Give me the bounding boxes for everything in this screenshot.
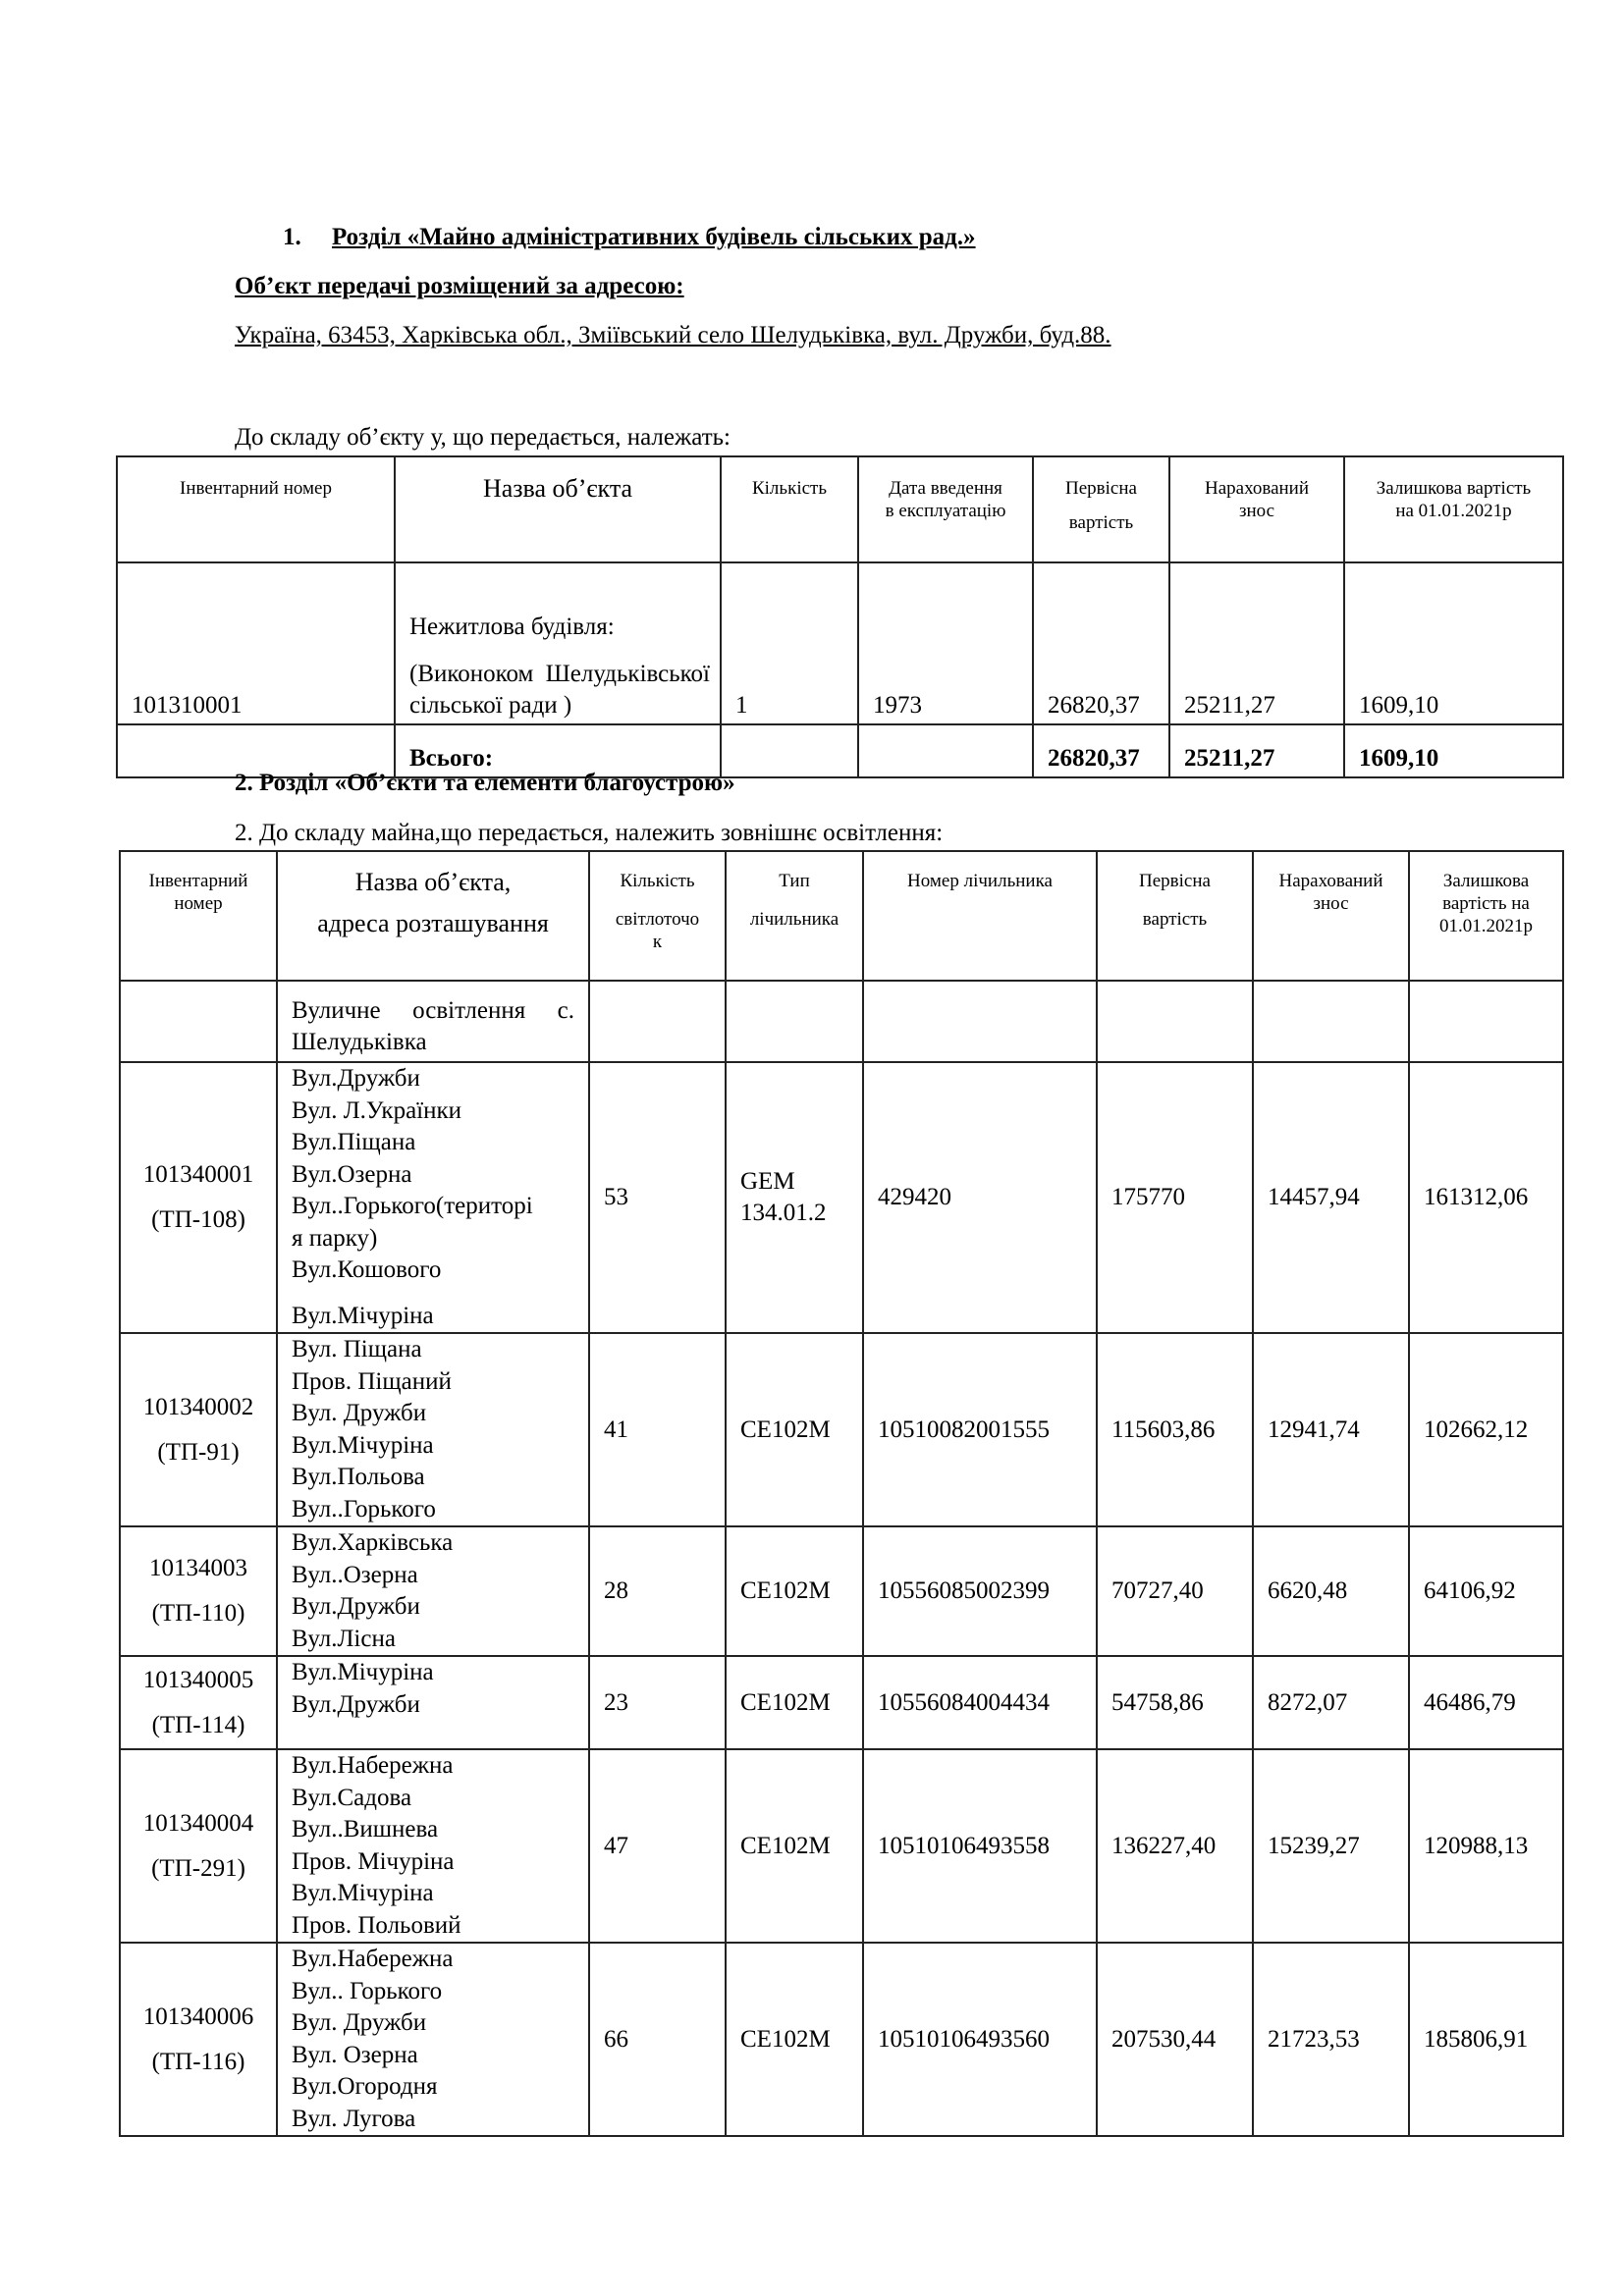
cell-initial-value: 136227,40	[1097, 1749, 1253, 1943]
street-name: Вул.Набережна	[292, 1946, 454, 1972]
inventory-number: 10134003	[149, 1555, 247, 1581]
street-name: Вул..Горького	[292, 1495, 436, 1522]
inventory-number: 101340004	[142, 1809, 254, 1837]
cell-depreciation: 8272,07	[1253, 1656, 1409, 1749]
street-name: Вул.Мічуріна	[292, 1302, 434, 1329]
street-name: Вул. Озерна	[292, 2041, 418, 2068]
street-name: Пров. Польовий	[292, 1911, 461, 1939]
cell-streets	[277, 1749, 589, 1943]
cell-inventory	[120, 1526, 277, 1656]
header-light-points: Кількість світлоточо к	[589, 851, 726, 981]
table-row	[120, 1656, 1563, 1749]
group-row	[120, 981, 1563, 1062]
cell-initial-value: 175770	[1097, 1062, 1253, 1333]
street-name: Вул.Лісна	[292, 1625, 396, 1652]
total-empty-cell	[721, 724, 858, 777]
street-name: я парку)	[292, 1224, 378, 1252]
substation-code: (ТП-116)	[151, 2048, 245, 2075]
total-empty-cell	[858, 724, 1033, 777]
cell-depreciation: 25211,27	[1169, 562, 1344, 724]
cell-residual-value: 161312,06	[1409, 1062, 1563, 1333]
group-title: Вуличне освітлення с. Шелудьківка	[277, 981, 589, 1062]
street-name: Вул. Піщана	[292, 1336, 422, 1362]
street-name: Вул.Дружби	[292, 1690, 420, 1718]
cell-inventory	[120, 1062, 277, 1333]
table-row	[117, 562, 1563, 724]
table-row	[120, 1526, 1563, 1656]
section1-title: Розділ «Майно адміністративних будівель сільських рад.»	[332, 224, 976, 250]
cell-name: Нежитлова будівля: (Виконоком Шелудьківської сільської ради )	[395, 562, 721, 724]
cell-streets	[277, 1062, 589, 1333]
empty-cell	[726, 981, 863, 1062]
cell-initial-value: 207530,44	[1097, 1943, 1253, 2136]
street-name: Вул.Мічуріна	[292, 1431, 434, 1459]
section2-intro: 2. До складу майна,що передається, належить зовнішнє освітлення:	[235, 820, 944, 846]
address-label: Об’єкт передачі розміщений за адресою:	[235, 273, 684, 299]
cell-streets	[277, 1333, 589, 1526]
street-name: Вул.Дружби	[292, 1065, 420, 1092]
substation-code: (ТП-108)	[151, 1206, 245, 1233]
total-label: Всього:	[395, 724, 721, 777]
inventory-number: 101340002	[142, 1393, 254, 1420]
street-name: Вул.Садова	[292, 1784, 412, 1811]
inventory-number: 101340005	[142, 1666, 254, 1693]
cell-initial-value: 26820,37	[1033, 562, 1169, 724]
cell-depreciation: 12941,74	[1253, 1333, 1409, 1526]
cell-inventory	[120, 1749, 277, 1943]
substation-code: (ТП-91)	[157, 1438, 240, 1466]
cell-residual-value: 46486,79	[1409, 1656, 1563, 1749]
cell-initial-value: 54758,86	[1097, 1656, 1253, 1749]
street-name: Вул. Лугова	[292, 2105, 416, 2132]
substation-code: (ТП-110)	[151, 1600, 245, 1627]
cell-meter-number: 10556084004434	[863, 1656, 1097, 1749]
street-name: Вул..Вишнева	[292, 1816, 439, 1842]
cell-light-points: 66	[589, 1943, 726, 2136]
cell-light-points: 53	[589, 1062, 726, 1333]
cell-quantity: 1	[721, 562, 858, 724]
empty-cell	[1409, 981, 1563, 1062]
street-name: Вул. Л.Українки	[292, 1096, 462, 1124]
street-name: Вул.Харківська	[292, 1529, 454, 1556]
inventory-number: 101340001	[142, 1161, 254, 1188]
total-initial-value: 26820,37	[1033, 724, 1169, 777]
header-name: Назва об’єкта	[395, 456, 721, 562]
cell-residual-value: 120988,13	[1409, 1749, 1563, 1943]
cell-depreciation: 14457,94	[1253, 1062, 1409, 1333]
cell-meter-type: CE102M	[726, 1943, 863, 2136]
cell-inventory	[120, 1333, 277, 1526]
street-name: Вул.Набережна	[292, 1752, 454, 1779]
cell-depreciation: 15239,27	[1253, 1749, 1409, 1943]
cell-initial-value: 115603,86	[1097, 1333, 1253, 1526]
street-name: Вул.Мічуріна	[292, 1880, 434, 1906]
header-quantity: Кількість	[721, 456, 858, 562]
total-depreciation: 25211,27	[1169, 724, 1344, 777]
street-name: Вул. Дружби	[292, 2009, 427, 2036]
street-name: Пров. Мічуріна	[292, 1847, 455, 1875]
cell-residual-value: 102662,12	[1409, 1333, 1563, 1526]
cell-meter-type: CE102M	[726, 1749, 863, 1943]
header-date: Дата введення в експлуатацію	[858, 456, 1033, 562]
cell-meter-number: 10510106493558	[863, 1749, 1097, 1943]
header-meter-type: Тип лічильника	[726, 851, 863, 981]
cell-inventory: 101310001	[117, 562, 395, 724]
street-name: Вул.Піщана	[292, 1129, 416, 1155]
header-inventory: Інвентарний номер	[120, 851, 277, 981]
street-name: Вул.Польова	[292, 1464, 425, 1490]
header-depreciation: Нарахований знос	[1253, 851, 1409, 981]
table-row	[120, 1943, 1563, 2136]
meter-type-line: GEM	[740, 1168, 795, 1195]
cell-meter-number: 10556085002399	[863, 1526, 1097, 1656]
street-name: Пров. Піщаний	[292, 1367, 452, 1395]
cell-meter-type: CE102M	[726, 1333, 863, 1526]
cell-inventory	[120, 1656, 277, 1749]
empty-cell	[863, 981, 1097, 1062]
cell-streets	[277, 1526, 589, 1656]
table-row	[120, 1333, 1563, 1526]
header-residual-value: Залишкова вартість на 01.01.2021р	[1344, 456, 1563, 562]
buildings-table	[116, 455, 1564, 778]
street-name: Вул.Мічуріна	[292, 1659, 434, 1685]
cell-streets	[277, 1656, 589, 1749]
street-name: Вул.. Горького	[292, 1977, 443, 2004]
cell-light-points: 47	[589, 1749, 726, 1943]
cell-meter-number: 10510106493560	[863, 1943, 1097, 2136]
header-name-address: Назва об’єкта, адреса розташування	[277, 851, 589, 981]
empty-cell	[589, 981, 726, 1062]
header-inventory: Інвентарний номер	[117, 456, 395, 562]
street-name: Вул.Кошового	[292, 1256, 442, 1283]
street-name: Вул. Дружби	[292, 1400, 427, 1426]
header-initial-value: Первісна вартість	[1097, 851, 1253, 981]
cell-streets	[277, 1943, 589, 2136]
lighting-table	[119, 850, 1564, 2137]
cell-light-points: 28	[589, 1526, 726, 1656]
empty-cell	[1097, 981, 1253, 1062]
empty-cell	[120, 981, 277, 1062]
street-name: Вул..Озерна	[292, 1561, 418, 1588]
street-name: Вул.Озерна	[292, 1160, 412, 1188]
table-header-row	[117, 456, 1563, 562]
section2-title: 2. Розділ «Об’єкти та елементи благоустрою»	[235, 770, 735, 796]
cell-residual-value: 185806,91	[1409, 1943, 1563, 2136]
street-name: Вул.Дружби	[292, 1593, 420, 1620]
total-residual-value: 1609,10	[1344, 724, 1563, 777]
cell-depreciation: 21723,53	[1253, 1943, 1409, 2136]
cell-initial-value: 70727,40	[1097, 1526, 1253, 1656]
cell-meter-type	[726, 1062, 863, 1333]
section1-heading	[283, 224, 976, 251]
cell-meter-type: CE102M	[726, 1526, 863, 1656]
cell-meter-number: 10510082001555	[863, 1333, 1097, 1526]
cell-light-points: 23	[589, 1656, 726, 1749]
header-depreciation: Нарахований знос	[1169, 456, 1344, 562]
table-header-row	[120, 851, 1563, 981]
address-text: Україна, 63453, Харківська обл., Зміївський село Шелудьківка, вул. Дружби, буд.88.	[235, 322, 1111, 348]
section1-intro: До складу об’єкту у, що передається, належать:	[235, 424, 731, 451]
cell-residual-value: 1609,10	[1344, 562, 1563, 724]
substation-code: (ТП-291)	[151, 1854, 245, 1882]
substation-code: (ТП-114)	[151, 1711, 245, 1738]
table-row	[120, 1749, 1563, 1943]
street-name: Вул.Огородня	[292, 2073, 438, 2100]
cell-residual-value: 64106,92	[1409, 1526, 1563, 1656]
meter-type-line: 134.01.2	[740, 1200, 827, 1226]
header-meter-number: Номер лічильника	[863, 851, 1097, 981]
cell-date: 1973	[858, 562, 1033, 724]
inventory-number: 101340006	[142, 2002, 254, 2030]
cell-inventory	[120, 1943, 277, 2136]
cell-meter-number: 429420	[863, 1062, 1097, 1333]
section1-number: 1.	[283, 224, 301, 250]
empty-cell	[1253, 981, 1409, 1062]
cell-depreciation: 6620,48	[1253, 1526, 1409, 1656]
cell-meter-type: CE102M	[726, 1656, 863, 1749]
street-name: Вул..Горького(територі	[292, 1193, 533, 1219]
cell-light-points: 41	[589, 1333, 726, 1526]
header-initial-value: Первісна вартість	[1033, 456, 1169, 562]
header-residual-value: Залишкова вартість на 01.01.2021р	[1409, 851, 1563, 981]
table-row	[120, 1062, 1563, 1333]
